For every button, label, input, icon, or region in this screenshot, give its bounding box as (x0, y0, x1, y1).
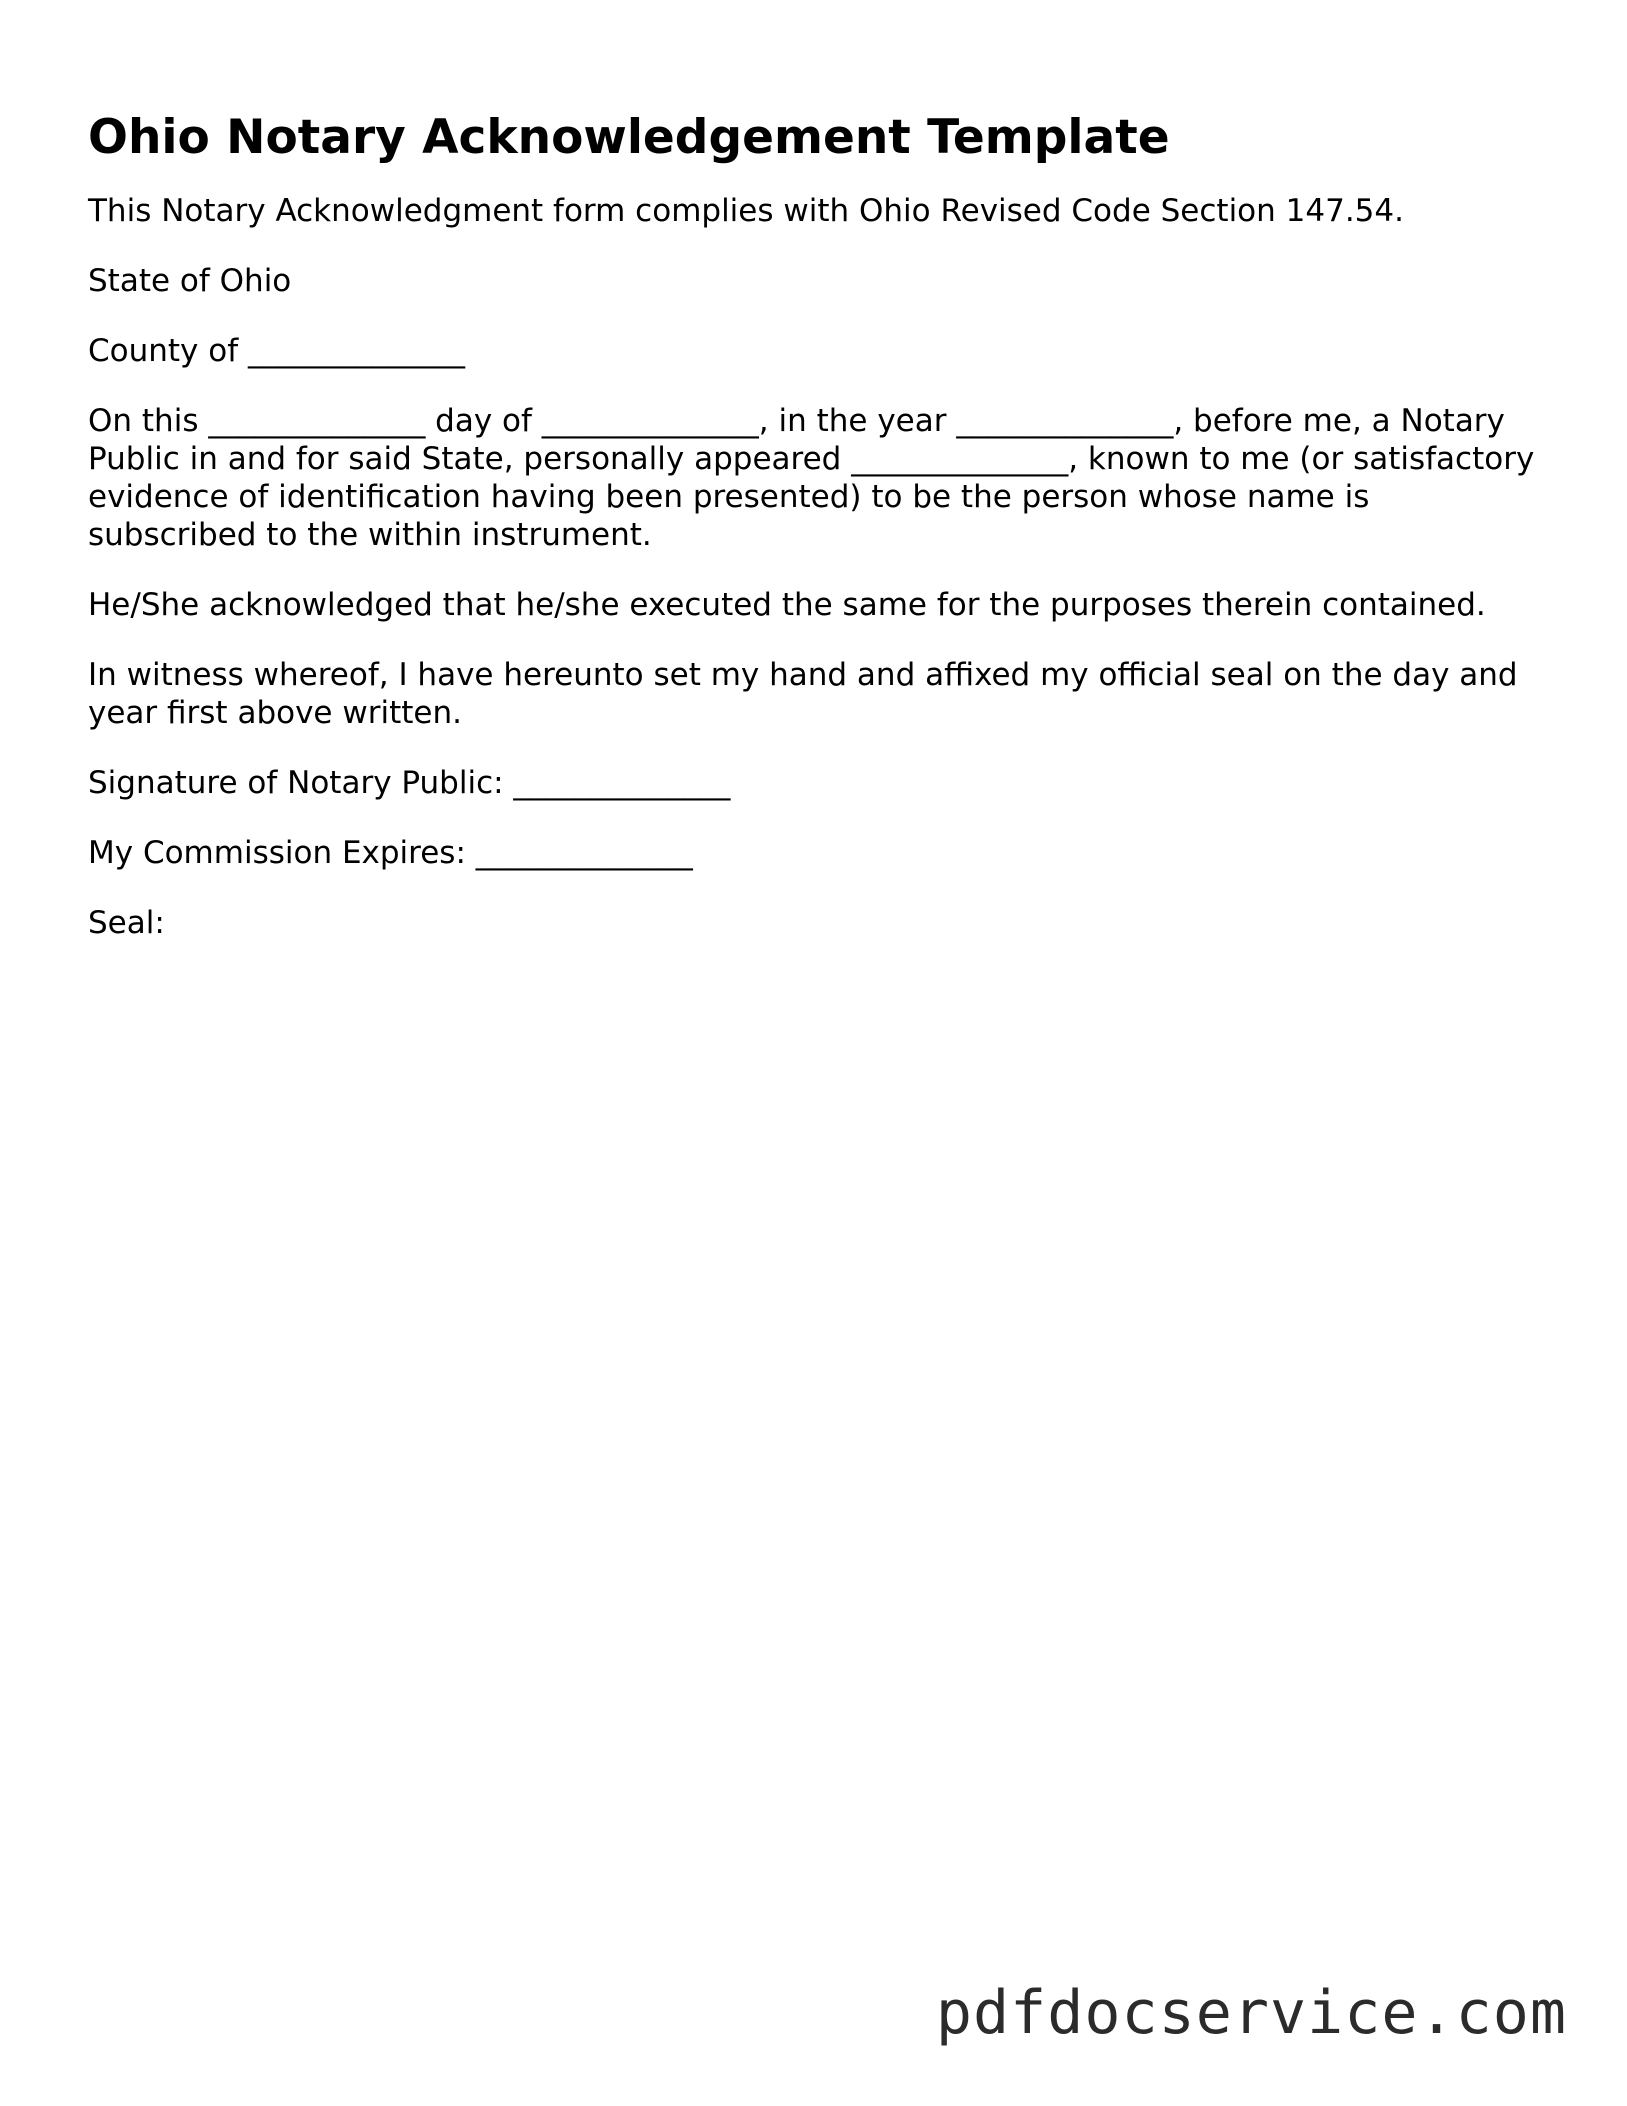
watermark-text: pdfdocservice.com (935, 1978, 1567, 2048)
appearance-paragraph: On this ______________ day of ______________, in the year ______________, before me, a Notary Public in and for said State, personally appeared ______________, known to me (or satisfactory evidence of identification having been presented) to be the person whose name is subscribed to the within instrument. (88, 403, 1535, 553)
seal-line: Seal: (88, 905, 165, 941)
commission-expires-line: My Commission Expires: ______________ (88, 835, 693, 871)
page-title: Ohio Notary Acknowledgement Template (88, 110, 1170, 165)
acknowledgment-paragraph: He/She acknowledged that he/she executed the same for the purposes therein contained. (88, 587, 1486, 623)
intro-text: This Notary Acknowledgment form complies with Ohio Revised Code Section 147.54. (88, 193, 1404, 229)
signature-line: Signature of Notary Public: ______________ (88, 765, 731, 801)
document-page (88, 108, 1538, 974)
county-line: County of ______________ (88, 333, 465, 369)
witness-paragraph: In witness whereof, I have hereunto set my hand and affixed my official seal on the day and year first above written. (88, 657, 1518, 731)
state-line: State of Ohio (88, 263, 292, 299)
